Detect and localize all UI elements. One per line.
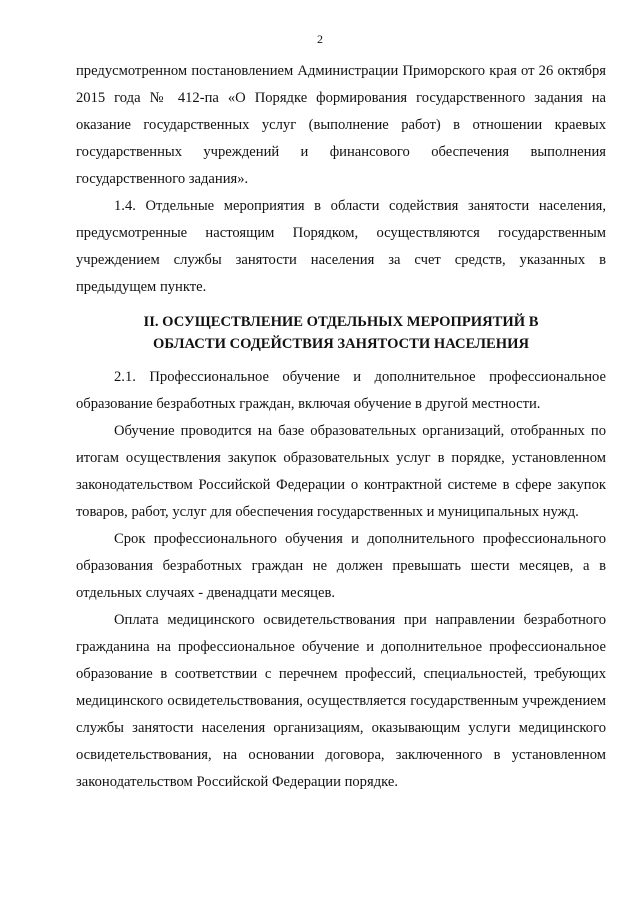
section-heading-line-2: ОБЛАСТИ СОДЕЙСТВИЯ ЗАНЯТОСТИ НАСЕЛЕНИЯ: [152, 336, 529, 352]
paragraph-continuation: предусмотренном постановлением Администрации Приморского края от 26 октября 2015 года № 412-па «О Порядке формирования государственного задания на оказание государственных услуг (выполнение работ) в отношении краевых государственных учреждений и финансового обеспечения выполнения государственного задания».: [76, 63, 606, 187]
paragraph-duration: Срок профессионального обучения и дополнительного профессионального образования безработных граждан не должен превышать шести месяцев, а в отдельных случаях - двенадцати месяцев.: [76, 531, 606, 601]
paragraph-training: Обучение проводится на базе образовательных организаций, отобранных по итогам осуществления закупок образовательных услуг в порядке, установленном законодательством Российской Федерации о контрактной системе в сфере закупок товаров, работ, услуг для обеспечения государственных и муниципальных нужд.: [76, 423, 606, 520]
bottom-text-block: [76, 364, 606, 796]
section-heading-line-1: II. ОСУЩЕСТВЛЕНИЕ ОТДЕЛЬНЫХ МЕРОПРИЯТИЙ В: [143, 314, 539, 330]
paragraph-medical-payment: Оплата медицинского освидетельствования при направлении безработного гражданина на профессиональное обучение и дополнительное профессиональное образование в соответствии с перечнем профессий, специальностей, требующих медицинского освидетельствования, осуществляется государственным учреждением службы занятости населения организациям, оказывающим услуги медицинского освидетельствования, на основании договора, заключенного в установленном законодательством Российской Федерации порядке.: [76, 612, 606, 790]
paragraph-2-1: 2.1. Профессиональное обучение и дополнительное профессиональное образование безработных граждан, включая обучение в другой местности.: [76, 369, 606, 412]
section-heading: [76, 311, 606, 355]
paragraph-1-4: 1.4. Отдельные мероприятия в области содействия занятости населения, предусмотренные настоящим Порядком, осуществляются государственным учреждением службы занятости населения за счет средств, указанных в предыдущем пункте.: [76, 198, 606, 295]
page-number: 2: [317, 32, 323, 46]
top-text-block: [76, 58, 606, 301]
